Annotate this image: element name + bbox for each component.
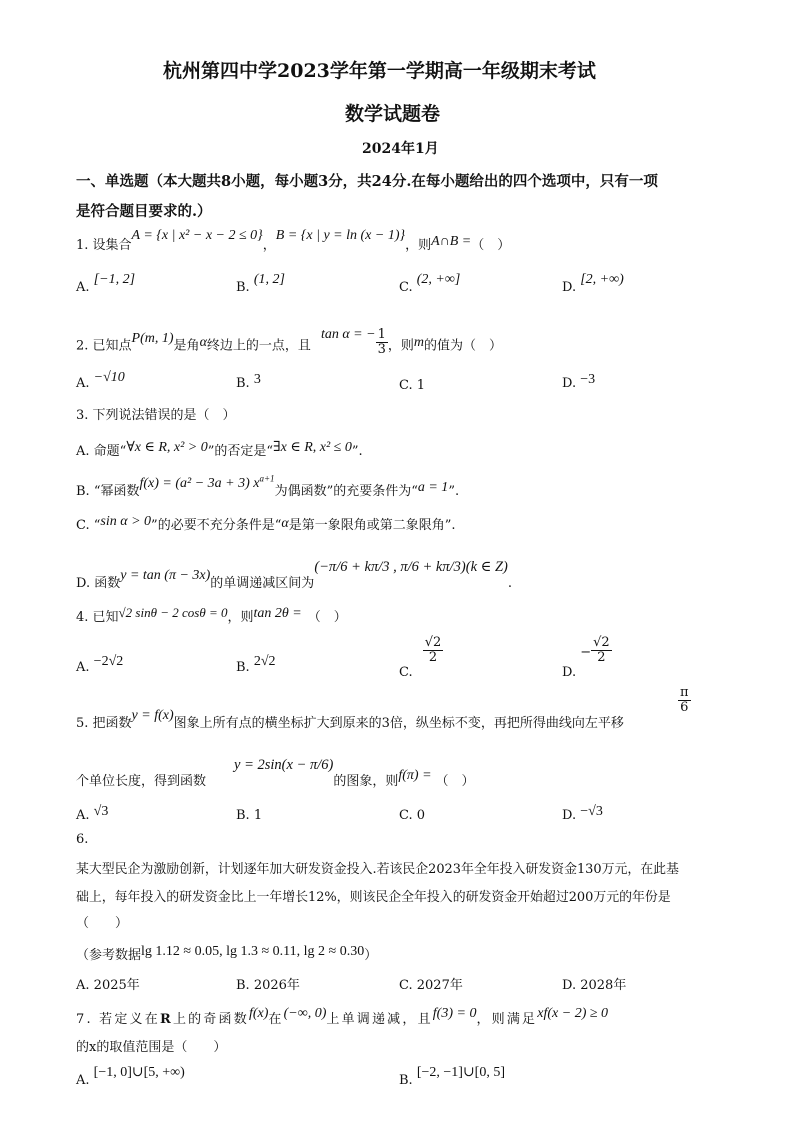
fraction-numerator: π [680,685,689,700]
minus-sign: − [580,644,592,660]
q3-d-mid: 的单调递减区间为 [210,576,315,591]
q2-option-a [76,370,125,392]
option-label: C. [399,378,413,393]
option-label: A. [76,808,90,823]
q2-fraction [376,328,388,356]
option-value: (2, +∞] [416,272,461,287]
q4-tail1: ，则 [227,610,254,625]
section-heading-line2: 是符合题目要求的.） [76,203,212,220]
q6-option-c [399,974,463,993]
option-label: B. [236,660,250,675]
q7-f3: f(3) = 0 [432,1006,477,1021]
q1-option-c [399,272,461,296]
question-4-stem [76,606,347,626]
q1-option-d [562,272,624,296]
q3-b-func-exponent: a+1 [259,473,275,484]
q3-a-neg: ∃x ∈ R, x² ≤ 0 [273,440,352,455]
option-value: 3 [253,372,261,387]
fraction-denominator: 2 [428,649,438,665]
option-value: −2√2 [93,654,124,669]
q6-option-d [562,974,626,993]
option-label: C. [399,664,413,680]
q5-shift-fraction [678,686,691,714]
option-label: D. [562,978,577,993]
q5-line2-mid: 的图象，则 [333,774,399,789]
option-label: B. [236,376,250,391]
fraction-denominator: 3 [377,341,386,357]
option-label: A. [76,1073,90,1088]
question-2-stem [76,326,503,360]
q2-tail1: ，则 [387,338,414,354]
q3-b-tail: ”. [448,484,460,499]
q1-expr: A∩B = [431,234,472,249]
question-6-line1: 某大型民企为激励创新，计划逐年加大研发资金投入.若该民企2023年全年投入研发资金130万元，在此基 [76,862,679,877]
q5-expr: f(π) = [398,768,432,783]
option-label: B. [236,280,250,295]
q3-c-mid: ”的必要不充分条件是“ [151,518,282,533]
section-heading-line1: 一、单选题（本大题共8小题，每小题3分，共24分.在每小题给出的四个选项中，只有一项 [76,173,658,190]
option-label: A. [76,280,90,295]
option-value: 0 [416,808,426,823]
option-label: A. [76,376,90,391]
q5-line2-lead: 个单位长度，得到函数 [76,774,207,789]
q4-cond: √2 sinθ − 2 cosθ = 0 [118,605,228,620]
q3-c-cond: sin α > 0 [100,514,152,529]
q7-p2: 在 [268,1012,284,1027]
q2-option-b [236,372,261,392]
question-3-stem: 3. 下列说法错误的是（ ） [76,408,236,423]
q7-option-a [76,1065,185,1089]
q3-option-a [76,440,363,460]
fraction-numerator: 1 [377,327,386,342]
q3-b-mid: 为偶函数”的充要条件为“ [274,484,418,499]
exam-title: 杭州第四中学2023学年第一学期高一年级期末考试 [163,60,596,82]
option-label: B. [236,808,250,823]
q5-option-d [562,804,603,824]
option-label: D. [562,808,577,823]
fraction-denominator: 2 [597,649,606,665]
option-value: √3 [93,804,109,819]
q6-ref-tail: ） [364,948,378,963]
exam-date: 2024年1月 [362,141,439,157]
q1-lead: 1. 设集合 [76,238,132,253]
q3-d-tail: . [507,576,513,591]
q3-d-func: y = tan (π − 3x) [120,568,211,583]
question-1-stem [76,228,511,254]
option-value: −3 [580,372,596,387]
option-value: (1, 2] [253,272,285,287]
q6-option-b [236,974,300,993]
option-value: −√10 [93,370,125,385]
fraction-numerator: √2 [593,635,610,650]
q7-R: R [159,1012,173,1027]
q2-option-c [399,378,425,393]
q2-lead: 2. 已知点 [76,338,132,354]
q1-tail: ，则 [405,238,432,253]
q2-mid1: 是角 [173,338,200,354]
q3-b-cond: a = 1 [417,480,449,495]
q7-p1: 上的奇函数 [172,1012,249,1027]
q1-option-a [76,272,136,296]
q3-a-mid: ”的否定是“ [207,444,274,459]
question-6-reference [76,944,377,964]
q3-a-lead: A. 命题“ [76,444,127,459]
option-label: C. [399,808,413,823]
q5-paren: （ ） [435,774,475,789]
option-label: A. [76,978,90,993]
option-label: A. [76,660,90,675]
option-value: 2025年 [93,978,140,993]
q3-b-func-base: f(x) = (a² − 3a + 3) x [139,476,260,491]
option-value: 2√2 [253,654,276,669]
q5-option-b [236,808,262,823]
q2-option-d [562,372,596,392]
q1-comma: ， [262,238,276,253]
q2-mid2: 终边上的一点，且 [206,338,311,354]
q4-d-fraction [591,636,612,664]
q4-expr: tan 2θ = [253,606,302,621]
option-label: B. [399,1073,413,1088]
option-value: [−1, 2] [93,272,136,287]
q7-lead: 7. 若定义在 [76,1012,160,1027]
question-5-line1 [76,708,624,732]
option-label: D. [562,280,577,295]
q5-func: y = f(x) [131,708,174,723]
option-value: 1 [416,378,426,393]
q3-b-lead: B. “幂函数 [76,484,140,499]
option-value: 1 [253,808,263,823]
q1-paren: （ ） [471,238,511,253]
q7-option-b [399,1065,505,1089]
q4-option-c [399,635,443,680]
q3-a-tail: ”. [351,444,363,459]
q3-d-interval: (−π/6 + kπ/3 , π/6 + kπ/3)(k ∈ Z) [314,559,508,575]
option-value: [−2, −1]∪[0, 5] [416,1065,505,1080]
q3-c-alpha: α [281,516,289,531]
q6-ref-data: lg 1.12 ≈ 0.05, lg 1.3 ≈ 0.11, lg 2 ≈ 0.30 [141,944,365,959]
q4-option-d [562,635,612,680]
option-value: 2027年 [416,978,463,993]
question-6-line2: 础上，每年投入的研发资金比上一年增长12%，则该民企全年投入的研发资金开始超过200万元的年份是 [76,890,671,905]
q3-option-b [76,473,460,500]
option-value: −√3 [580,804,603,819]
q2-tan: tan α = − [320,326,376,342]
q2-point: P(m, 1) [131,330,174,346]
q7-p4: ，则满足 [476,1012,538,1027]
option-label: D. [562,664,577,680]
option-value: [−1, 0]∪[5, +∞) [93,1065,185,1080]
option-value: [2, +∞) [580,272,624,287]
q2-alpha: α [199,334,207,350]
q5-option-c [399,808,425,823]
q4-paren: （ ） [307,610,347,625]
q7-interval: (−∞, 0) [283,1006,327,1021]
question-5-line2 [76,757,475,790]
option-label: C. [399,978,413,993]
q4-lead: 4. 已知 [76,610,119,625]
q7-fx: f(x) [248,1006,269,1021]
q3-b-func [139,473,275,491]
q3-option-d [76,559,513,592]
q3-d-lead: D. 函数 [76,576,121,591]
fraction-numerator: √2 [424,635,442,650]
exam-subtitle: 数学试题卷 [345,103,441,125]
q3-option-c [76,514,455,534]
q7-ineq: xf(x − 2) ≥ 0 [537,1006,609,1021]
option-label: C. [399,280,413,295]
option-label: D. [562,376,577,391]
q5-target: y = 2sin(x − π/6) [234,757,334,773]
q4-c-fraction [423,636,444,664]
q3-c-tail: 是第一象限角或第二象限角”. [288,518,456,533]
option-value: 2028年 [580,978,627,993]
q1-set-b: B = {x | y = ln (x − 1)} [275,228,406,243]
q2-tail2: 的值为（ ） [424,338,503,354]
fraction-denominator: 6 [680,699,689,715]
q4-option-a [76,654,124,676]
q5-lead: 5. 把函数 [76,716,132,731]
q1-option-b [236,272,285,296]
q4-option-b [236,654,276,676]
q6-option-a [76,974,140,993]
q3-c-lead: C. “ [76,518,101,533]
question-6-number: 6. [76,832,89,847]
option-value: 2026年 [253,978,300,993]
question-7-line1 [76,1008,608,1028]
q2-m: m [413,334,424,350]
question-6-paren: （ ） [76,916,129,931]
q6-ref-lead: （参考数据 [76,948,142,963]
option-label: B. [236,978,250,993]
q5-mid: 图象上所有点的横坐标扩大到原来的3倍，纵坐标不变，再把所得曲线向左平移 [173,716,624,731]
q3-a-prop: ∀x ∈ R, x² > 0 [126,440,208,455]
question-7-line2: 的x的取值范围是（ ） [76,1040,227,1055]
q5-option-a [76,804,109,824]
q1-set-a: A = {x | x² − x − 2 ≤ 0} [131,228,263,243]
q7-p3: 上单调递减，且 [326,1012,433,1027]
